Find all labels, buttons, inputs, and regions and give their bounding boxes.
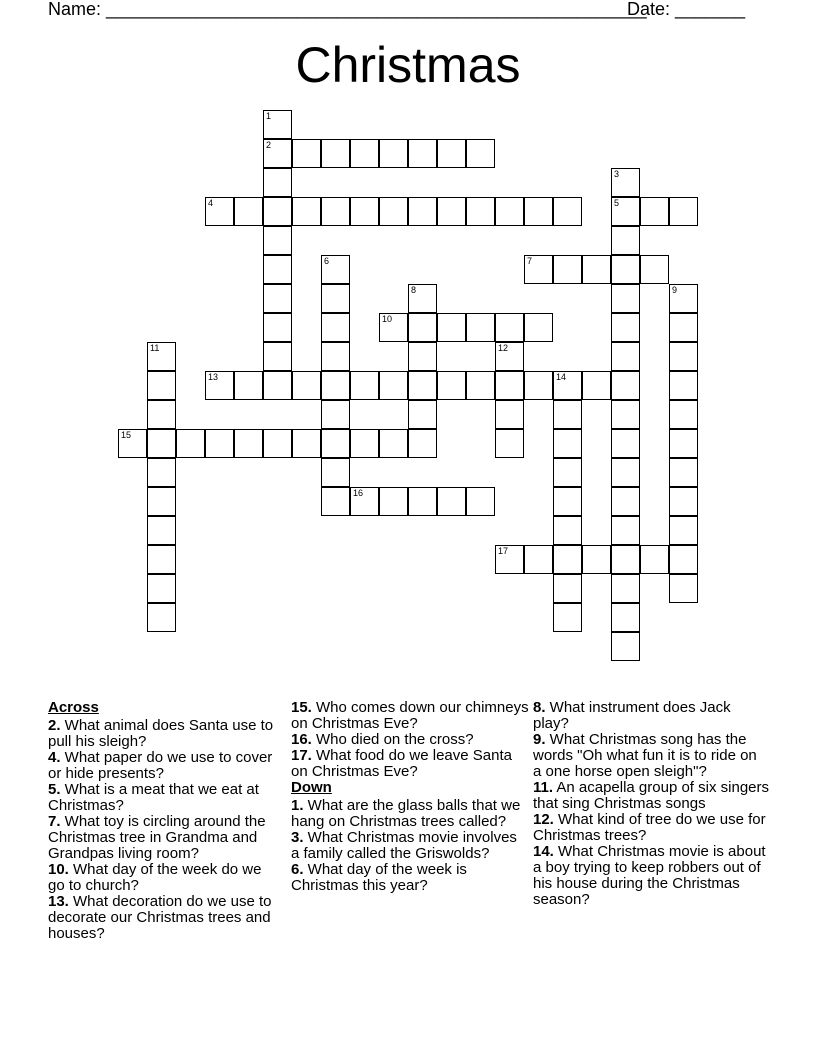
grid-cell[interactable] [408, 342, 437, 371]
grid-cell[interactable] [147, 603, 176, 632]
grid-cell[interactable] [553, 429, 582, 458]
grid-cell[interactable] [263, 255, 292, 284]
clue-text: What Christmas song has the words "Oh what fun it is to ride on a one horse open sleigh"? [533, 731, 757, 780]
cell-number: 11 [150, 343, 160, 353]
across-clue-list [48, 718, 276, 942]
grid-cell[interactable] [611, 313, 640, 342]
cell-number: 1 [266, 111, 272, 121]
grid-cell[interactable] [234, 371, 263, 400]
grid-cell[interactable] [263, 313, 292, 342]
clue-text: What day of the week do we go to church? [48, 861, 262, 894]
clue-text: An acapella group of six singers that sing Christmas songs [533, 779, 769, 812]
grid-cell[interactable] [611, 487, 640, 516]
clues-column-3 [533, 700, 769, 908]
grid-cell[interactable] [263, 284, 292, 313]
clue-text: What Christmas movie involves a family called the Griswolds? [291, 829, 517, 862]
grid-cell[interactable] [553, 458, 582, 487]
clue-text: What day of the week is Christmas this year? [291, 861, 467, 894]
clue-text: What animal does Santa use to pull his sleigh? [48, 717, 274, 750]
clue-number: 5. [48, 781, 61, 798]
grid-cell[interactable] [495, 313, 524, 342]
clue-number: 3. [291, 829, 304, 846]
grid-cell[interactable] [611, 574, 640, 603]
grid-cell[interactable] [669, 516, 698, 545]
clue-text: What paper do we use to cover or hide presents? [48, 749, 273, 782]
clue-text: What is a meat that we eat at Christmas? [48, 781, 259, 814]
grid-cell[interactable] [524, 371, 553, 400]
grid-cell[interactable] [611, 284, 640, 313]
clue [291, 830, 529, 862]
grid-cell[interactable] [408, 197, 437, 226]
grid-cell[interactable] [495, 371, 524, 400]
clues-column-2 [291, 700, 529, 894]
cell-number: 16 [353, 488, 364, 498]
cell-number: 10 [382, 314, 393, 324]
clue-number: 8. [533, 699, 546, 716]
grid-cell[interactable] [321, 371, 350, 400]
grid-cell[interactable] [582, 255, 611, 284]
grid-cell[interactable] [553, 545, 582, 574]
grid-cell[interactable] [669, 197, 698, 226]
grid-cell[interactable] [466, 371, 495, 400]
clue-number: 11. [533, 779, 554, 796]
grid-cell[interactable] [611, 516, 640, 545]
grid-cell[interactable] [292, 139, 321, 168]
grid-cell[interactable] [553, 516, 582, 545]
grid-cell[interactable] [321, 313, 350, 342]
grid-cell[interactable] [379, 487, 408, 516]
grid-cell[interactable] [379, 139, 408, 168]
name-field[interactable]: Name: ______________________________________________________ [48, 0, 647, 19]
grid-cell[interactable] [466, 313, 495, 342]
clue-number: 17. [291, 747, 312, 764]
clue [48, 750, 276, 782]
clue [533, 732, 769, 780]
grid-cell[interactable] [205, 371, 234, 400]
grid-cell[interactable] [321, 342, 350, 371]
cell-number: 8 [411, 285, 417, 295]
clue [48, 718, 276, 750]
grid-cell[interactable] [292, 371, 321, 400]
grid-cell[interactable] [640, 255, 669, 284]
clue [291, 732, 529, 748]
clue [291, 700, 529, 732]
clue-text: Who comes down our chimneys on Christmas Eve? [291, 699, 529, 732]
clue-text: What toy is circling around the Christmas tree in Grandma and Grandpas living room? [48, 813, 266, 862]
grid-cell[interactable] [147, 371, 176, 400]
cell-number: 12 [498, 343, 509, 353]
clue [533, 700, 769, 732]
grid-cell[interactable] [437, 371, 466, 400]
grid-cell[interactable] [292, 429, 321, 458]
grid-cell[interactable] [379, 429, 408, 458]
clue [533, 844, 769, 908]
grid-cell[interactable] [611, 168, 640, 197]
grid-cell[interactable] [611, 400, 640, 429]
cell-number: 9 [672, 285, 678, 295]
grid-cell[interactable] [321, 284, 350, 313]
grid-cell[interactable] [495, 545, 524, 574]
grid-cell[interactable] [147, 342, 176, 371]
grid-cell[interactable] [437, 197, 466, 226]
cell-number: 5 [614, 198, 620, 208]
grid-cell[interactable] [205, 429, 234, 458]
cell-number: 4 [208, 198, 214, 208]
grid-cell[interactable] [234, 197, 263, 226]
grid-cell[interactable] [321, 139, 350, 168]
grid-cell[interactable] [669, 429, 698, 458]
cell-number: 2 [266, 140, 272, 150]
grid-cell[interactable] [437, 313, 466, 342]
clue-number: 10. [48, 861, 69, 878]
down-clue-list [533, 700, 769, 908]
grid-cell[interactable] [350, 429, 379, 458]
grid-cell[interactable] [147, 516, 176, 545]
grid-cell[interactable] [669, 313, 698, 342]
clue [291, 748, 529, 780]
grid-cell[interactable] [611, 632, 640, 661]
grid-cell[interactable] [234, 429, 263, 458]
grid-cell[interactable] [379, 371, 408, 400]
grid-cell[interactable] [669, 574, 698, 603]
grid-cell[interactable] [263, 342, 292, 371]
grid-cell[interactable] [553, 371, 582, 400]
clue-text: What food do we leave Santa on Christmas Eve? [291, 747, 512, 780]
grid-cell[interactable] [553, 574, 582, 603]
grid-cell[interactable] [147, 545, 176, 574]
clue-text: What instrument does Jack play? [533, 699, 731, 732]
clue [291, 862, 529, 894]
grid-cell[interactable] [582, 545, 611, 574]
grid-cell[interactable] [437, 139, 466, 168]
grid-cell[interactable] [147, 400, 176, 429]
cell-number: 17 [498, 546, 509, 556]
grid-cell[interactable] [466, 487, 495, 516]
grid-cell[interactable] [553, 255, 582, 284]
grid-cell[interactable] [205, 197, 234, 226]
grid-cell[interactable] [495, 429, 524, 458]
grid-cell[interactable] [379, 197, 408, 226]
grid-cell[interactable] [466, 139, 495, 168]
clue-number: 12. [533, 811, 554, 828]
grid-cell[interactable] [321, 458, 350, 487]
clue-text: What Christmas movie is about a boy trying to keep robbers out of his house during the Christmas season? [533, 843, 766, 908]
grid-cell[interactable] [466, 197, 495, 226]
grid-cell[interactable] [437, 487, 466, 516]
grid-cell[interactable] [321, 400, 350, 429]
cell-number: 6 [324, 256, 330, 266]
grid-cell[interactable] [408, 313, 437, 342]
clue [48, 782, 276, 814]
grid-cell[interactable] [350, 487, 379, 516]
cell-number: 13 [208, 372, 219, 382]
grid-cell[interactable] [524, 545, 553, 574]
clue [533, 780, 769, 812]
grid-cell[interactable] [263, 110, 292, 139]
grid-cell[interactable] [669, 400, 698, 429]
grid-cell[interactable] [611, 458, 640, 487]
grid-cell[interactable] [524, 313, 553, 342]
grid-cell[interactable] [669, 342, 698, 371]
grid-cell[interactable] [263, 168, 292, 197]
grid-cell[interactable] [408, 284, 437, 313]
grid-cell[interactable] [263, 139, 292, 168]
grid-cell[interactable] [669, 487, 698, 516]
grid-cell[interactable] [669, 458, 698, 487]
clue-number: 9. [533, 731, 546, 748]
clue [48, 862, 276, 894]
grid-cell[interactable] [263, 197, 292, 226]
grid-cell[interactable] [524, 197, 553, 226]
grid-cell[interactable] [611, 255, 640, 284]
grid-cell[interactable] [147, 487, 176, 516]
cell-number: 7 [527, 256, 533, 266]
clue-number: 2. [48, 717, 61, 734]
grid-cell[interactable] [408, 429, 437, 458]
clue-number: 14. [533, 843, 554, 860]
clue-text: Who died on the cross? [311, 731, 474, 748]
across-clue-list [291, 700, 529, 780]
clues-column-1 [48, 700, 276, 942]
grid-cell[interactable] [553, 603, 582, 632]
grid-cell[interactable] [611, 226, 640, 255]
grid-cell[interactable] [611, 342, 640, 371]
grid-cell[interactable] [553, 197, 582, 226]
grid-cell[interactable] [669, 371, 698, 400]
grid-cell[interactable] [582, 371, 611, 400]
cell-number: 3 [614, 169, 620, 179]
down-clue-list [291, 798, 529, 894]
grid-cell[interactable] [408, 400, 437, 429]
grid-cell[interactable] [321, 487, 350, 516]
grid-cell[interactable] [495, 197, 524, 226]
grid-cell[interactable] [640, 197, 669, 226]
across-heading: Across [48, 699, 99, 716]
clue-number: 4. [48, 749, 61, 766]
grid-cell[interactable] [350, 197, 379, 226]
grid-cell[interactable] [263, 429, 292, 458]
cell-number: 14 [556, 372, 567, 382]
clue-number: 16. [291, 731, 312, 748]
grid-cell[interactable] [321, 255, 350, 284]
grid-cell[interactable] [611, 429, 640, 458]
clue [533, 812, 769, 844]
clue [48, 894, 276, 942]
grid-cell[interactable] [292, 197, 321, 226]
clue-number: 15. [291, 699, 312, 716]
grid-cell[interactable] [147, 458, 176, 487]
grid-cell[interactable] [669, 545, 698, 574]
grid-cell[interactable] [118, 429, 147, 458]
grid-cell[interactable] [263, 226, 292, 255]
grid-cell[interactable] [321, 197, 350, 226]
clue-number: 1. [291, 797, 304, 814]
clue [291, 798, 529, 830]
grid-cell[interactable] [611, 371, 640, 400]
clue-text: What are the glass balls that we hang on Christmas trees called? [291, 797, 521, 830]
grid-cell[interactable] [495, 342, 524, 371]
grid-cell[interactable] [350, 139, 379, 168]
page-title: Christmas [295, 37, 521, 93]
clue-text: What decoration do we use to decorate our Christmas trees and houses? [48, 893, 272, 942]
down-heading: Down [291, 779, 332, 796]
grid-cell[interactable] [553, 487, 582, 516]
grid-cell[interactable] [263, 371, 292, 400]
grid-cell[interactable] [321, 429, 350, 458]
date-field[interactable]: Date: _______ [627, 0, 746, 19]
clue [48, 814, 276, 862]
grid-cell[interactable] [611, 603, 640, 632]
grid-cell[interactable] [379, 313, 408, 342]
grid-cell[interactable] [611, 197, 640, 226]
grid-cell[interactable] [640, 545, 669, 574]
grid-cell[interactable] [495, 400, 524, 429]
grid-cell[interactable] [147, 574, 176, 603]
grid-cell[interactable] [176, 429, 205, 458]
cell-number: 15 [121, 430, 132, 440]
clue-number: 13. [48, 893, 69, 910]
grid-cell[interactable] [524, 255, 553, 284]
grid-cell[interactable] [408, 487, 437, 516]
grid-cell[interactable] [408, 139, 437, 168]
grid-cell[interactable] [350, 371, 379, 400]
grid-cell[interactable] [147, 429, 176, 458]
grid-cell[interactable] [553, 400, 582, 429]
clue-text: What kind of tree do we use for Christmas trees? [533, 811, 766, 844]
grid-cell[interactable] [669, 284, 698, 313]
grid-cell[interactable] [408, 371, 437, 400]
grid-cell[interactable] [611, 545, 640, 574]
clue-number: 7. [48, 813, 61, 830]
clue-number: 6. [291, 861, 304, 878]
